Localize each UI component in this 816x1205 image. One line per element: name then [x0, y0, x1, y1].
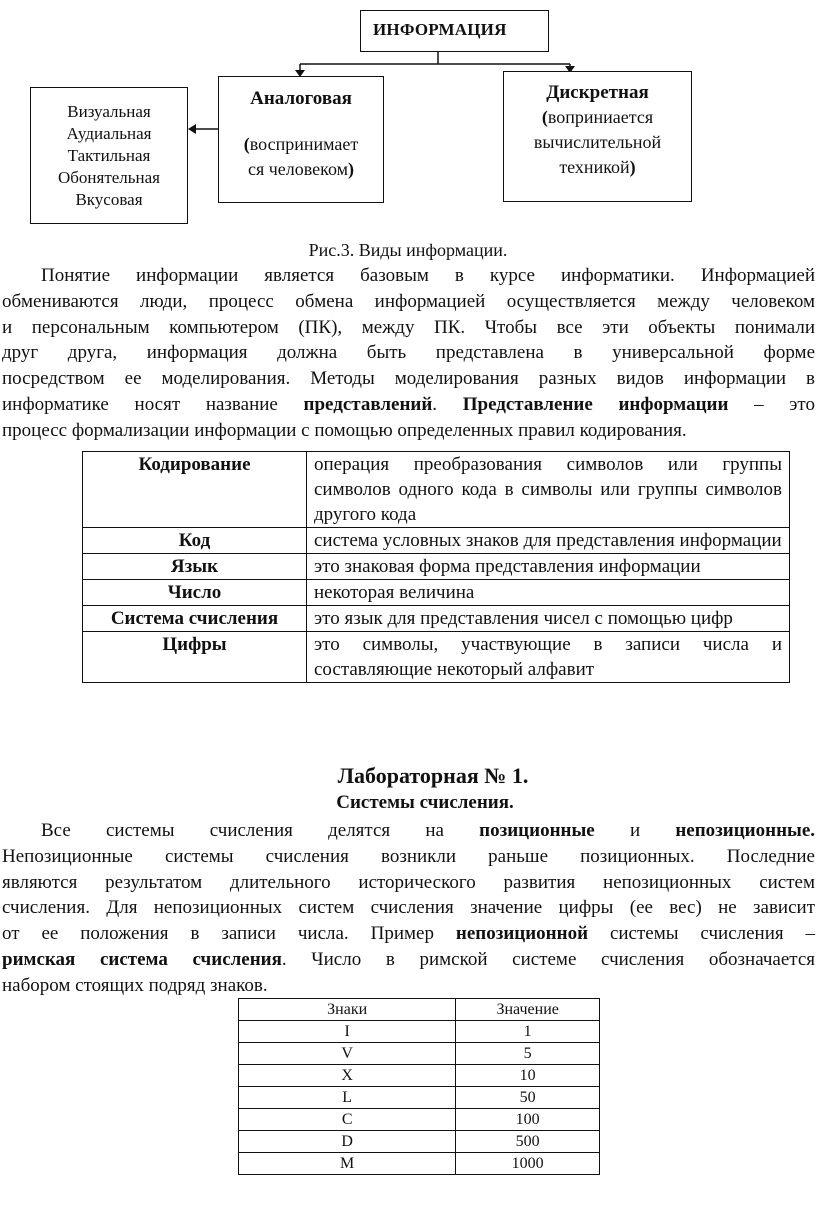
- number-systems-paragraph: Все системы счисления делятся на позиционные и непозиционные. Непозиционные системы счисления возникли раньше позиционных. Последние являются результатом длительного исторического развития непозиционных систем счисления. Для непозиционных систем счисления значение цифры (ее вес) не зависит от ее положения в записи числа. Пример непозиционной системы счисления – римская система счисления. Число в римской системе счисления обозначается набором стоящих подряд знаков.: [2, 820, 816, 996]
- term-positional: позиционные: [479, 820, 595, 841]
- intro-paragraph: Понятие информации является базовым в курсе информатики. Информацией обмениваются люди, процесс обмена информацией осуществляется между человеком и персональным компьютером (ПК), между ПК. Чтобы все эти объекты понимали друг друга, информация должна быть представлена в универсальной форме посредством ее моделирования. Методы моделирования разных видов информации в информатике носят название представлений. Представление информации – это процесс формализации информации с помощью определенных правил кодирования.: [2, 265, 815, 441]
- figure-caption: Рис.3. Виды информации.: [308, 240, 508, 260]
- roman-sign: X: [239, 1065, 456, 1087]
- table-row: [239, 1109, 600, 1131]
- roman-sign: L: [239, 1087, 456, 1109]
- analog-title: Аналоговая: [250, 88, 352, 109]
- roman-sign: I: [239, 1021, 456, 1043]
- perception-type: Вкусовая: [75, 189, 143, 209]
- table-row: [239, 1131, 600, 1153]
- roman-value: 5: [456, 1043, 600, 1065]
- roman-value: 1: [456, 1021, 600, 1043]
- definition-text: это язык для представления чисел с помощью цифр: [307, 606, 790, 632]
- definition-text: операция преобразования символов или группы символов одного кода в символы или группы символов другого кода: [307, 452, 790, 528]
- information-root-box: [360, 10, 549, 52]
- roman-sign: C: [239, 1109, 456, 1131]
- lab-title: Лабораторная № 1.: [337, 763, 529, 788]
- roman-value: 1000: [456, 1153, 600, 1175]
- roman-value: 500: [456, 1131, 600, 1153]
- table-row: [83, 452, 790, 528]
- perception-type: Визуальная: [67, 101, 151, 121]
- definition-term: Система счисления: [83, 606, 307, 632]
- table-row: [239, 1043, 600, 1065]
- analog-description: (воспринимает ся человеком): [243, 134, 359, 179]
- table-header-row: [239, 999, 600, 1021]
- digital-description: (воприниается вычислительной техникой): [533, 107, 662, 177]
- term-info-representation: Представление информации: [462, 393, 729, 415]
- definition-text: это символы, участвующие в записи числа и составляющие некоторый алфавит: [307, 632, 790, 683]
- column-header-signs: Знаки: [239, 999, 456, 1021]
- table-row: [83, 632, 790, 683]
- column-header-value: Значение: [456, 999, 600, 1021]
- term-non-positional-example: непозиционной: [455, 923, 589, 945]
- definition-term: Число: [83, 580, 307, 606]
- information-root-label: ИНФОРМАЦИЯ: [373, 20, 507, 39]
- definition-text: некоторая величина: [307, 580, 790, 606]
- definition-term: Цифры: [83, 632, 307, 683]
- table-row: [83, 606, 790, 632]
- roman-sign: V: [239, 1043, 456, 1065]
- roman-numerals-table: [238, 998, 600, 1175]
- roman-value: 50: [456, 1087, 600, 1109]
- definition-term: Кодирование: [83, 452, 307, 528]
- table-row: [239, 1021, 600, 1043]
- definition-text: это знаковая форма представления информации: [307, 554, 790, 580]
- roman-sign: D: [239, 1131, 456, 1153]
- definitions-table: [82, 451, 790, 683]
- table-row: [83, 554, 790, 580]
- table-row: [239, 1087, 600, 1109]
- perception-type: Аудиальная: [66, 123, 152, 143]
- perception-types-box: [30, 87, 188, 224]
- perception-type: Тактильная: [67, 145, 151, 165]
- table-row: [239, 1153, 600, 1175]
- definition-text: система условных знаков для представления информации: [307, 528, 790, 554]
- digital-title: Дискретная: [546, 82, 649, 103]
- arrow-to-types: [188, 124, 196, 134]
- analog-info-box: [218, 76, 384, 203]
- term-non-positional: непозиционные.: [675, 820, 816, 841]
- term-representations: представлений: [303, 393, 433, 415]
- roman-sign: M: [239, 1153, 456, 1175]
- lab-subtitle: Системы счисления.: [336, 792, 514, 813]
- perception-type: Обонятельная: [57, 167, 161, 187]
- digital-info-box: [503, 71, 692, 202]
- roman-value: 100: [456, 1109, 600, 1131]
- table-row: [83, 528, 790, 554]
- definition-term: Код: [83, 528, 307, 554]
- definition-term: Язык: [83, 554, 307, 580]
- table-row: [239, 1065, 600, 1087]
- term-roman-system: римская система счисления: [2, 948, 282, 970]
- table-row: [83, 580, 790, 606]
- roman-value: 10: [456, 1065, 600, 1087]
